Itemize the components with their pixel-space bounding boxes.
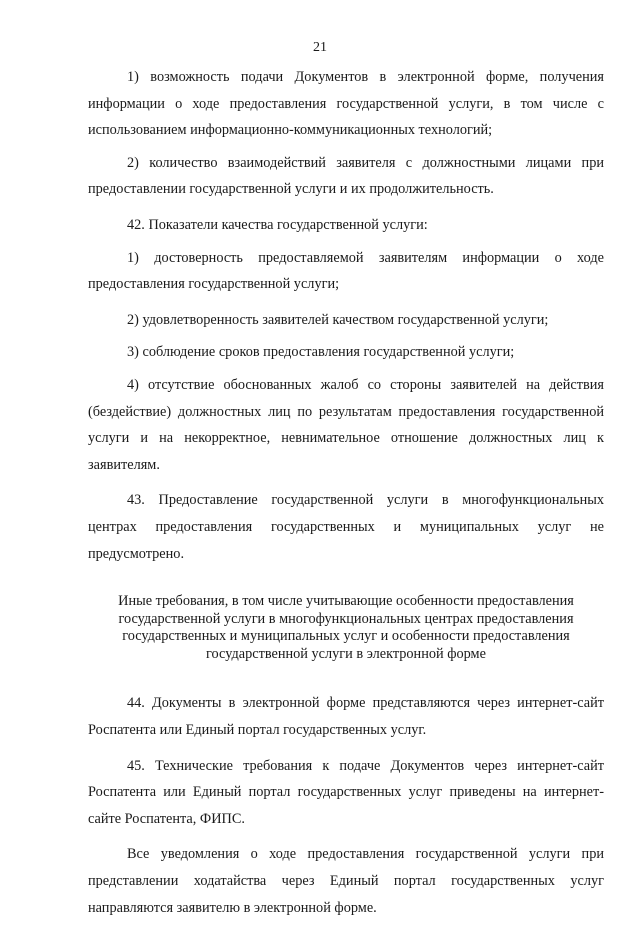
section-heading: Иные требования, в том числе учитывающие особенности предоставления государственной услуги в многофункциональных центрах предоставления государственных и муниципальных услуг и особенности предоставления государственной услуги в электронной форме: [118, 593, 574, 662]
paragraph-42-heading: 42. Показатели качества государственной услуги:: [127, 216, 428, 233]
paragraph-quality-4: 4) отсутствие обоснованных жалоб со стороны заявителей на действия (бездействие) должностных лиц по результатам предоставления государственной услуги и на некорректное, невнимательное отношение должностных лиц к заявителям.: [88, 376, 604, 473]
paragraph-item-1: 1) возможность подачи Документов в электронной форме, получения информации о ходе предоставления государственной услуги, в том числе с использованием информационно-коммуникационных технологий;: [88, 69, 604, 139]
paragraph-45: 45. Технические требования к подаче Документов через интернет-сайт Роспатента или Единый портал государственных услуг приведены на интернет-сайте Роспатента, ФИПС.: [88, 757, 604, 827]
paragraph-notifications: Все уведомления о ходе предоставления государственной услуги при представлении ходатайства через Единый портал государственных услуг направляются заявителю в электронной форме.: [88, 846, 604, 916]
paragraph-44: 44. Документы в электронной форме представляются через интернет-сайт Роспатента или Единый портал государственных услуг.: [88, 695, 604, 739]
paragraph-quality-3: 3) соблюдение сроков предоставления государственной услуги;: [127, 344, 515, 361]
paragraph-quality-1: 1) достоверность предоставляемой заявителям информации о ходе предоставления государственной услуги;: [88, 249, 604, 293]
paragraph-item-2: 2) количество взаимодействий заявителя с должностными лицами при предоставлении государственной услуги и их продолжительность.: [88, 154, 604, 198]
paragraph-43: 43. Предоставление государственной услуги в многофункциональных центрах предоставления государственных и муниципальных услуг не предусмотрено.: [88, 492, 604, 562]
page-number: 21: [313, 40, 327, 55]
document-body: [88, 64, 604, 930]
paragraph-quality-2: 2) удовлетворенность заявителей качеством государственной услуги;: [127, 311, 549, 328]
